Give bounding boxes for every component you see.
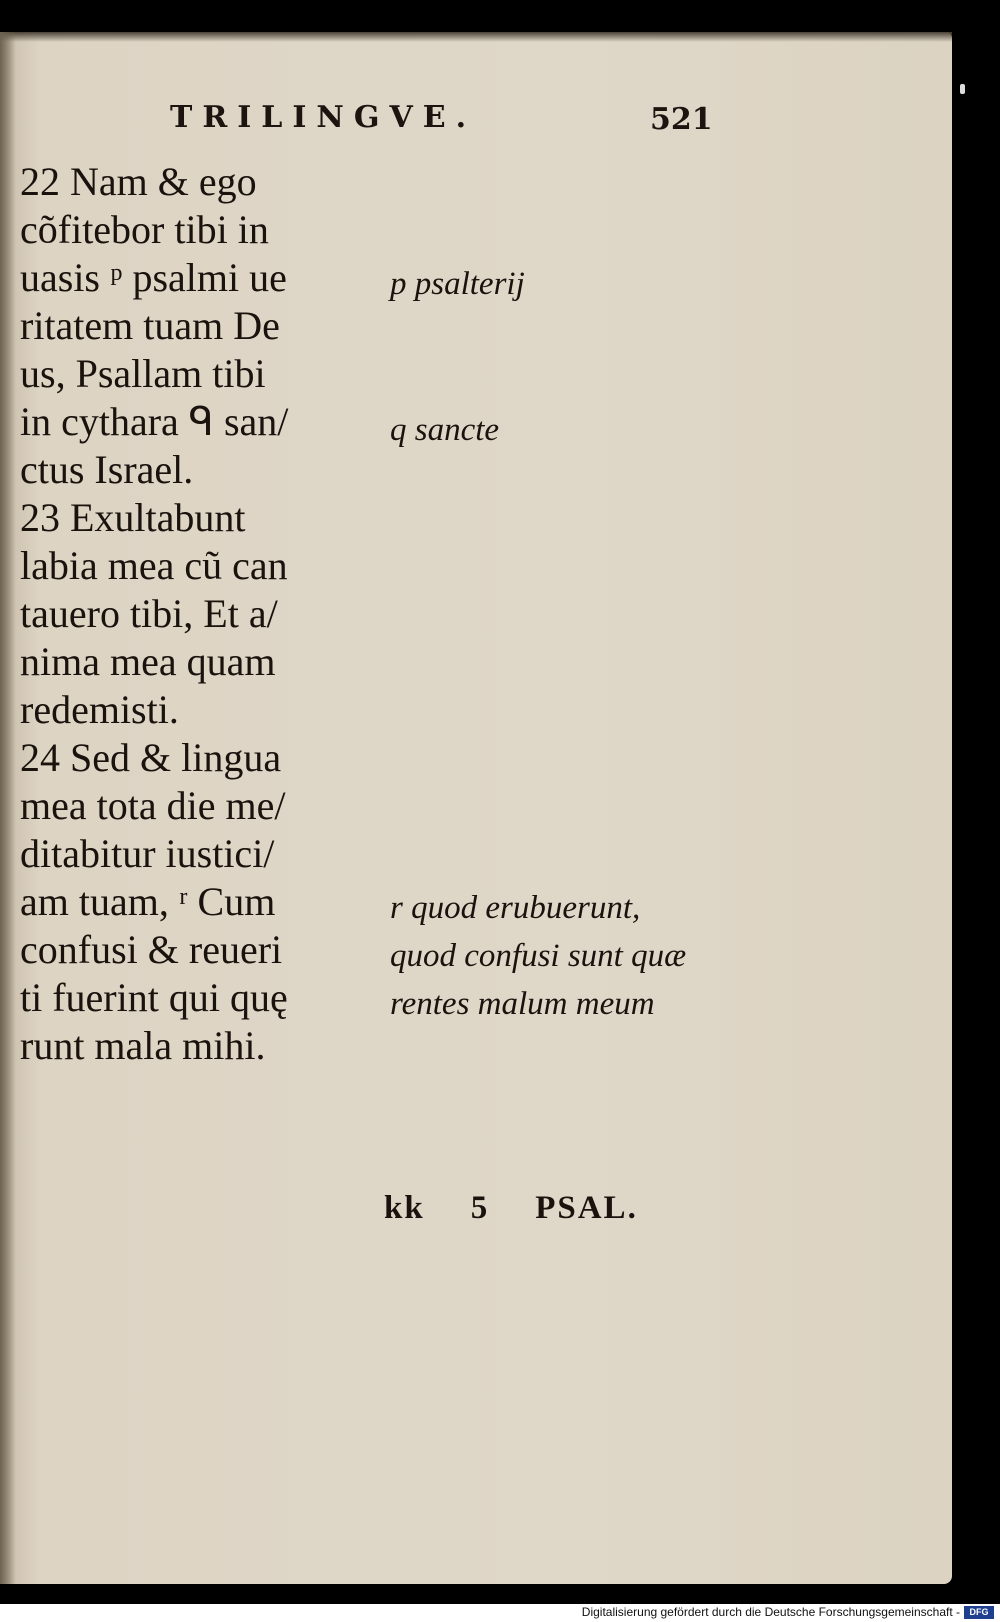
signature-number: 5 — [470, 1190, 490, 1226]
text-line: 24 Sed & lingua — [20, 735, 282, 780]
text-line: runt mala mihi. — [20, 1023, 266, 1068]
footer-bar — [0, 1604, 1000, 1622]
text-line: mea tota die me/ — [20, 783, 286, 828]
text-line: nima mea quam — [20, 639, 276, 684]
text-line: us, Psallam tibi — [20, 351, 266, 396]
book-page — [0, 32, 952, 1584]
marginal-gloss-p: p psalterij — [390, 266, 525, 302]
text-line: 22 Nam & ego — [20, 159, 257, 204]
text-line: am tuam, ʳ Cum — [20, 879, 276, 924]
gutter-shadow — [0, 32, 16, 1584]
text-line: in cythara ᑫ san/ — [20, 399, 289, 444]
page-number: 521 — [650, 102, 713, 137]
text-line: redemisti. — [20, 687, 179, 732]
text-line: ti fuerint qui quę — [20, 975, 288, 1020]
dfg-logo-icon: DFG — [964, 1606, 994, 1619]
running-head: TRILINGVE. — [170, 100, 477, 135]
text-line: uasis ᵖ psalmi ue — [20, 255, 287, 300]
text-line: ritatem tuam De — [20, 303, 280, 348]
footer-credit: Digitalisierung gefördert durch die Deutsche Forschungsgemeinschaft - — [581, 1605, 960, 1619]
marginal-gloss-r: rentes malum meum — [390, 986, 655, 1022]
text-line: cõfitebor tibi in — [20, 207, 269, 252]
signature-mark: kk — [384, 1190, 425, 1226]
text-line: labia mea cũ can — [20, 543, 288, 588]
marginal-gloss-r: quod confusi sunt quæ — [390, 938, 687, 974]
page-edge-shadow — [0, 32, 952, 42]
text-line: ctus Israel. — [20, 447, 194, 492]
scan-edge-mark — [960, 84, 965, 94]
text-line: tauero tibi, Et a/ — [20, 591, 278, 636]
signature-line — [384, 1190, 638, 1227]
text-line: 23 Exultabunt — [20, 495, 246, 540]
catchword: PSAL. — [535, 1190, 638, 1226]
text-line: ditabitur iustici/ — [20, 831, 275, 876]
text-line: confusi & reueri — [20, 927, 283, 972]
marginal-gloss-q: q sancte — [390, 412, 500, 448]
marginal-gloss-r: r quod erubuerunt, — [390, 890, 641, 926]
